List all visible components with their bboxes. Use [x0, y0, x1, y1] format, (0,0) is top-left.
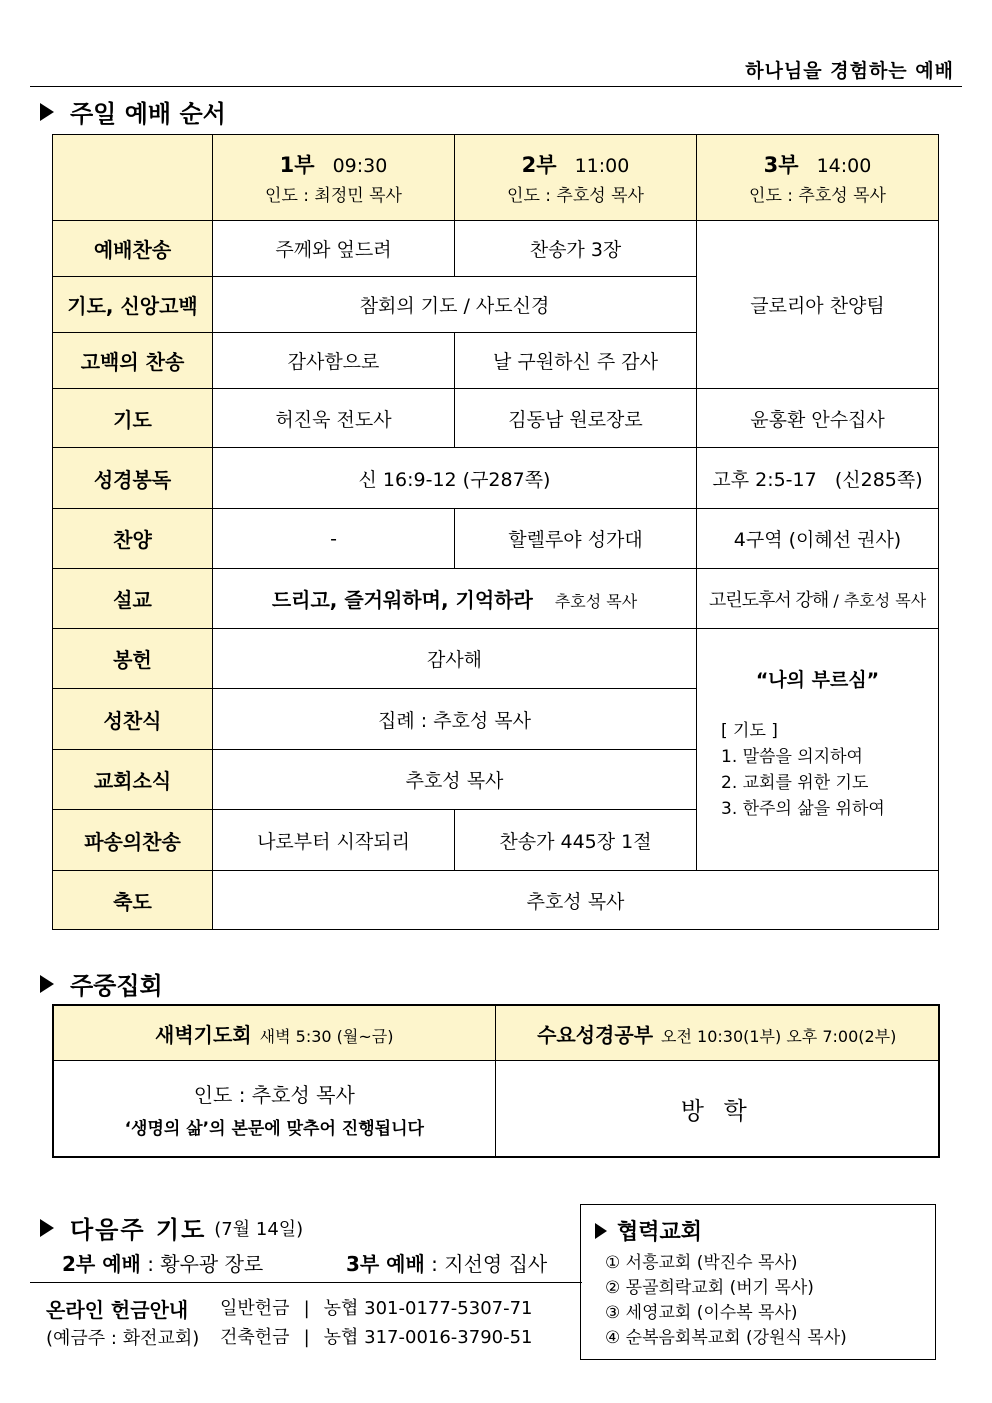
sermon-3-cell: 고린도후서 강해 / 추호성 목사: [697, 569, 939, 629]
table-row: [53, 389, 939, 448]
triangle-bullet-icon: [40, 1219, 54, 1237]
row-label: 교회소식: [53, 750, 213, 810]
next-prayer-row: 2부 예배 : 황우광 장로 3부 예배 : 지선영 집사: [62, 1252, 548, 1276]
table-row: [53, 221, 939, 277]
list-item: ② 몽골희락교회 (버기 목사): [605, 1278, 814, 1298]
header-divider: [30, 86, 962, 87]
cell: 허진욱 전도사: [213, 389, 455, 448]
triangle-bullet-icon: [40, 103, 54, 121]
triangle-bullet-icon: [40, 975, 54, 993]
wednesday-study-header: 수요성경공부 오전 10:30(1부) 오후 7:00(2부): [495, 1005, 939, 1061]
list-item: 일반헌금 | 농협 301-0177-5307-71: [220, 1298, 533, 1319]
note-title: “나의 부르심”: [755, 669, 880, 691]
list-item: 1. 말씀을 의지하여: [721, 747, 863, 767]
note-cell: [697, 629, 939, 871]
list-item: ① 서흥교회 (박진수 목사): [605, 1253, 798, 1273]
praise-team-cell: 글로리아 찬양팀: [697, 221, 939, 389]
cell: 주께와 엎드려: [213, 221, 455, 277]
list-item: ③ 세영교회 (이수복 목사): [605, 1303, 798, 1323]
cell: 나로부터 시작되리: [213, 810, 455, 871]
partner-title: 협력교회: [595, 1215, 702, 1246]
note-list: [701, 718, 934, 822]
weekly-meetings-table: [52, 1004, 940, 1158]
table-row: [53, 871, 939, 930]
list-item: ④ 순복음회복교회 (강원식 목사): [605, 1328, 847, 1348]
cell: 4구역 (이혜선 권사): [697, 509, 939, 569]
list-item: 3. 한주의 삶을 위하여: [721, 799, 885, 819]
row-label: 찬양: [53, 509, 213, 569]
cell: 김동남 원로장로: [455, 389, 697, 448]
cell: 감사함으로: [213, 333, 455, 389]
corner-cell: [53, 135, 213, 221]
service-1-header: 1부 09:30 인도 : 최정민 목사: [213, 135, 455, 221]
cell: 고후 2:5-17 (신285쪽): [697, 448, 939, 509]
cell: 참회의 기도 / 사도신경: [213, 277, 697, 333]
row-label: 설교: [53, 569, 213, 629]
sermon-title: 드리고, 즐거워하며, 기억하라: [271, 588, 533, 612]
list-item: 건축헌금 | 농협 317-0016-3790-51: [220, 1327, 533, 1348]
wednesday-study-body: 방 학: [495, 1061, 939, 1158]
worship-order-table: [52, 134, 939, 930]
table-row: [53, 629, 939, 689]
partner-list: [605, 1251, 847, 1351]
cell: 집례 : 추호성 목사: [213, 689, 697, 750]
offering-holder: (예금주 : 화전교회): [46, 1328, 200, 1349]
cell: 날 구원하신 주 감사: [455, 333, 697, 389]
cell: 추호성 목사: [213, 871, 939, 930]
row-label: 고백의 찬송: [53, 333, 213, 389]
cell: 찬송가 445장 1절: [455, 810, 697, 871]
row-label: 예배찬송: [53, 221, 213, 277]
partner-churches-box: [580, 1204, 936, 1360]
row-label: 기도, 신앙고백: [53, 277, 213, 333]
cell: 할렐루야 성가대: [455, 509, 697, 569]
cell: 윤홍환 안수집사: [697, 389, 939, 448]
cell: 감사해: [213, 629, 697, 689]
row-label: 봉헌: [53, 629, 213, 689]
table-row: [53, 448, 939, 509]
cell: 찬송가 3장: [455, 221, 697, 277]
table-row: [53, 569, 939, 629]
row-label: 축도: [53, 871, 213, 930]
weekly-title: 주중집회: [70, 972, 163, 1000]
bottom-divider: [30, 1282, 582, 1283]
sermon-cell: [213, 569, 697, 629]
table-row: [53, 509, 939, 569]
cell: -: [213, 509, 455, 569]
cell: 신 16:9-12 (구287쪽): [213, 448, 697, 509]
order-title: 주일 예배 순서: [70, 100, 226, 128]
offering-accounts: [220, 1294, 533, 1352]
list-item: [ 기도 ]: [721, 721, 778, 741]
document-header-title: 하나님을 경험하는 예배: [745, 60, 954, 82]
row-label: 기도: [53, 389, 213, 448]
row-label: 성경봉독: [53, 448, 213, 509]
list-item: 2. 교회를 위한 기도: [721, 773, 869, 793]
triangle-bullet-icon: [595, 1223, 607, 1239]
row-label: 파송의찬송: [53, 810, 213, 871]
cell: 추호성 목사: [213, 750, 697, 810]
dawn-prayer-body: 인도 : 추호성 목사 ‘생명의 삶’의 본문에 맞추어 진행됩니다: [53, 1061, 495, 1158]
service-3-header: 3부 14:00 인도 : 추호성 목사: [697, 135, 939, 221]
order-section-title: [40, 94, 226, 129]
next-prayer-title: 다음주 기도 (7월 14일): [40, 1210, 303, 1245]
weekly-section-title: [40, 966, 163, 1001]
sermon-preacher: 추호성 목사: [554, 592, 638, 611]
row-label: 성찬식: [53, 689, 213, 750]
offering-title: 온라인 헌금안내: [46, 1298, 189, 1322]
dawn-prayer-header: 새벽기도회 새벽 5:30 (월~금): [53, 1005, 495, 1061]
service-2-header: 2부 11:00 인도 : 추호성 목사: [455, 135, 697, 221]
